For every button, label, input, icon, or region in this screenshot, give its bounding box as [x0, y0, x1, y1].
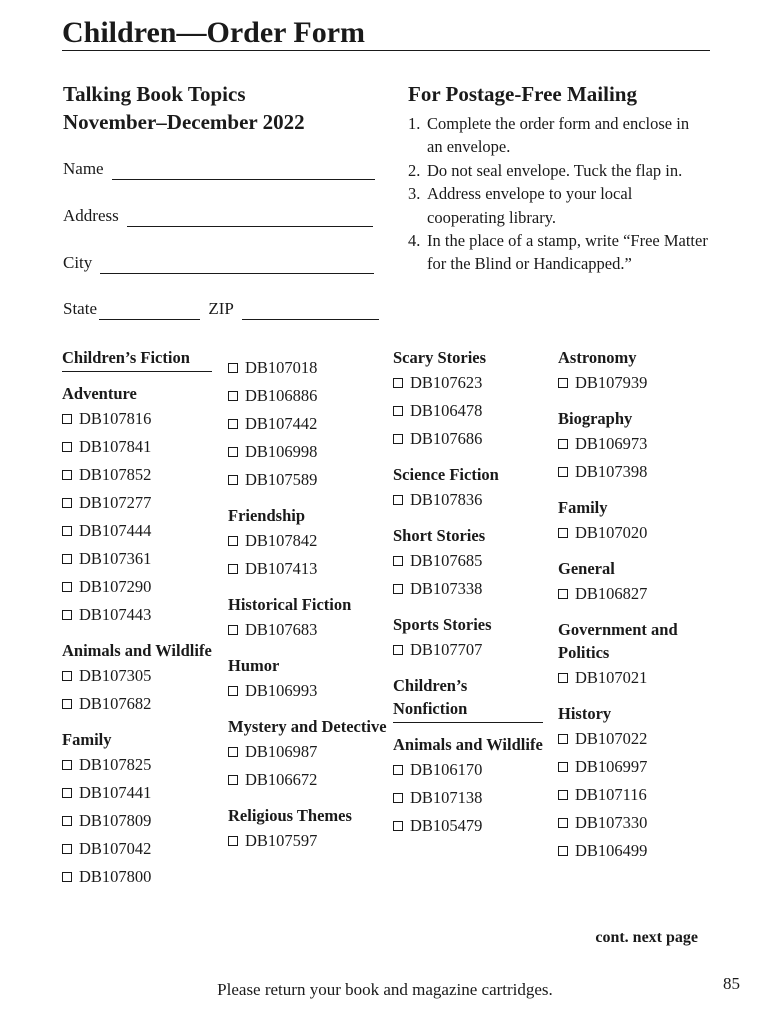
order-item[interactable] [393, 756, 543, 784]
topics-heading-line1: Talking Book Topics [63, 82, 246, 106]
order-item[interactable] [62, 517, 212, 545]
order-item[interactable] [228, 827, 388, 855]
book-number: DB107444 [79, 521, 152, 540]
section-heading: Children’s Fiction [62, 346, 212, 372]
order-item[interactable] [228, 382, 388, 410]
book-number: DB106973 [575, 434, 648, 453]
order-item[interactable] [228, 616, 388, 644]
order-item[interactable] [228, 354, 388, 382]
checkbox[interactable] [558, 846, 568, 856]
checkbox[interactable] [558, 673, 568, 683]
state-zip-field[interactable] [63, 298, 379, 320]
section-heading: Children’s Nonfiction [393, 674, 543, 723]
checkbox[interactable] [62, 699, 72, 709]
order-item[interactable] [62, 690, 212, 718]
order-item[interactable] [558, 430, 708, 458]
order-item[interactable] [228, 677, 388, 705]
book-number: DB106886 [245, 386, 318, 405]
order-item[interactable] [393, 425, 543, 453]
order-item[interactable] [393, 397, 543, 425]
book-number: DB107686 [410, 429, 483, 448]
order-column [228, 346, 388, 855]
book-number: DB106499 [575, 841, 648, 860]
book-number: DB107277 [79, 493, 152, 512]
order-item[interactable] [393, 486, 543, 514]
checkbox[interactable] [62, 554, 72, 564]
book-number: DB106672 [245, 770, 318, 789]
book-number: DB107442 [245, 414, 318, 433]
checkbox[interactable] [393, 765, 403, 775]
checkbox[interactable] [62, 582, 72, 592]
section-heading: General [558, 559, 615, 578]
order-item[interactable] [62, 489, 212, 517]
order-item[interactable] [558, 837, 708, 865]
checkbox[interactable] [62, 498, 72, 508]
book-number: DB106987 [245, 742, 318, 761]
order-item[interactable] [62, 573, 212, 601]
order-column [558, 346, 708, 865]
footer-note: Please return your book and magazine cartridges. [217, 980, 553, 999]
section-heading: Science Fiction [393, 465, 499, 484]
checkbox[interactable] [228, 564, 238, 574]
instruction-step [408, 229, 708, 276]
checkbox[interactable] [62, 816, 72, 826]
book-number: DB107685 [410, 551, 483, 570]
order-item[interactable] [228, 555, 388, 583]
checkbox[interactable] [393, 821, 403, 831]
checkbox[interactable] [228, 447, 238, 457]
order-item[interactable] [558, 580, 708, 608]
order-column [393, 346, 543, 840]
book-number: DB107682 [79, 694, 152, 713]
book-number: DB106827 [575, 584, 648, 603]
order-item[interactable] [558, 664, 708, 692]
section-heading: Biography [558, 409, 633, 428]
order-column [62, 346, 212, 891]
checkbox[interactable] [558, 589, 568, 599]
checkbox[interactable] [393, 406, 403, 416]
book-number: DB107683 [245, 620, 318, 639]
checkbox[interactable] [228, 536, 238, 546]
continued-note: cont. next page [595, 929, 698, 946]
checkbox[interactable] [558, 790, 568, 800]
order-item[interactable] [393, 575, 543, 603]
order-item[interactable] [558, 369, 708, 397]
checkbox[interactable] [393, 495, 403, 505]
book-number: DB107290 [79, 577, 152, 596]
zip-label: ZIP [208, 299, 234, 318]
book-number: DB107022 [575, 729, 648, 748]
section-heading: Family [558, 498, 608, 517]
instruction-step [408, 112, 708, 159]
section-heading: Friendship [228, 506, 306, 525]
checkbox[interactable] [62, 788, 72, 798]
book-number: DB107842 [245, 531, 318, 550]
checkbox[interactable] [228, 391, 238, 401]
address-line[interactable] [127, 210, 373, 227]
name-field[interactable] [63, 158, 375, 180]
checkbox[interactable] [228, 475, 238, 485]
book-number: DB107413 [245, 559, 318, 578]
checkbox[interactable] [62, 671, 72, 681]
order-item[interactable] [393, 547, 543, 575]
book-number: DB107305 [79, 666, 152, 685]
book-number: DB107361 [79, 549, 152, 568]
section-heading: Astronomy [558, 348, 637, 367]
book-number: DB107338 [410, 579, 483, 598]
book-number: DB106993 [245, 681, 318, 700]
book-number: DB107816 [79, 409, 152, 428]
book-number: DB107707 [410, 640, 483, 659]
order-item[interactable] [62, 461, 212, 489]
checkbox[interactable] [393, 434, 403, 444]
checkbox[interactable] [228, 686, 238, 696]
order-item[interactable] [62, 779, 212, 807]
book-number: DB107597 [245, 831, 318, 850]
checkbox[interactable] [228, 625, 238, 635]
section-heading: Humor [228, 656, 280, 675]
book-number: DB107443 [79, 605, 152, 624]
book-number: DB105479 [410, 816, 483, 835]
checkbox[interactable] [228, 363, 238, 373]
book-number: DB107116 [575, 785, 647, 804]
order-item[interactable] [228, 738, 388, 766]
checkbox[interactable] [393, 378, 403, 388]
instruction-text: In the place of a stamp, write “Free Matter for the Blind or Handicapped.” [427, 231, 708, 274]
instruction-text: Do not seal envelope. Tuck the flap in. [427, 160, 683, 180]
order-item[interactable] [228, 466, 388, 494]
topics-heading [63, 80, 305, 136]
book-number: DB106478 [410, 401, 483, 420]
section-heading: Scary Stories [393, 348, 487, 367]
checkbox[interactable] [228, 836, 238, 846]
checkbox[interactable] [62, 844, 72, 854]
book-number: DB107852 [79, 465, 152, 484]
order-item[interactable] [558, 809, 708, 837]
section-heading: Animals and Wildlife [393, 735, 543, 754]
instruction-number: 2. [408, 160, 421, 180]
checkbox[interactable] [62, 470, 72, 480]
order-item[interactable] [393, 369, 543, 397]
name-label: Name [63, 159, 104, 178]
book-number: DB107939 [575, 373, 648, 392]
book-number: DB107042 [79, 839, 152, 858]
instruction-number: 1. [408, 114, 421, 133]
section-heading: Historical Fiction [228, 595, 352, 614]
checkbox[interactable] [393, 645, 403, 655]
checkbox[interactable] [558, 818, 568, 828]
checkbox[interactable] [558, 439, 568, 449]
book-number: DB106998 [245, 442, 318, 461]
checkbox[interactable] [62, 610, 72, 620]
book-number: DB107398 [575, 462, 648, 481]
book-number: DB107809 [79, 811, 152, 830]
order-item[interactable] [62, 835, 212, 863]
section-heading: Sports Stories [393, 615, 492, 634]
checkbox[interactable] [62, 414, 72, 424]
order-item[interactable] [62, 863, 212, 891]
order-item[interactable] [62, 662, 212, 690]
address-field[interactable] [63, 205, 377, 227]
book-number: DB107441 [79, 783, 152, 802]
book-number: DB107138 [410, 788, 483, 807]
book-number: DB107800 [79, 867, 152, 886]
checkbox[interactable] [62, 442, 72, 452]
book-number: DB107018 [245, 358, 318, 377]
checkbox[interactable] [228, 419, 238, 429]
order-item[interactable] [62, 601, 212, 629]
checkbox[interactable] [393, 584, 403, 594]
order-item[interactable] [558, 458, 708, 486]
order-item[interactable] [558, 781, 708, 809]
section-heading: Adventure [62, 384, 137, 403]
instruction-text: Address envelope to your local cooperating library. [427, 184, 633, 227]
instruction-number: 3. [408, 184, 421, 204]
checkbox[interactable] [62, 760, 72, 770]
city-line[interactable] [100, 257, 374, 274]
order-item[interactable] [558, 753, 708, 781]
section-heading: Family [62, 730, 112, 749]
instruction-number: 4. [408, 231, 421, 251]
order-item[interactable] [393, 636, 543, 664]
city-label: City [63, 253, 93, 272]
book-number: DB107841 [79, 437, 152, 456]
order-item[interactable] [62, 433, 212, 461]
section-heading: Religious Themes [228, 806, 352, 825]
instruction-text: Complete the order form and enclose in an envelope. [427, 114, 690, 157]
instruction-step [408, 159, 708, 182]
order-item[interactable] [62, 807, 212, 835]
book-number: DB107836 [410, 490, 483, 509]
name-line[interactable] [112, 163, 375, 180]
city-field[interactable] [63, 252, 377, 274]
checkbox[interactable] [558, 467, 568, 477]
order-item[interactable] [62, 405, 212, 433]
order-item[interactable] [228, 527, 388, 555]
section-heading: History [558, 704, 612, 723]
checkbox[interactable] [228, 747, 238, 757]
zip-line[interactable] [242, 303, 379, 320]
section-heading: Government and Politics [558, 620, 678, 662]
checkbox[interactable] [558, 762, 568, 772]
mailing-instructions [408, 112, 708, 276]
book-number: DB106997 [575, 757, 648, 776]
section-heading: Mystery and Detective [228, 717, 387, 736]
checkbox[interactable] [62, 872, 72, 882]
order-item[interactable] [393, 784, 543, 812]
book-number: DB107021 [575, 668, 648, 687]
instruction-step [408, 182, 708, 229]
address-label: Address [63, 206, 119, 225]
checkbox[interactable] [228, 775, 238, 785]
book-number: DB107623 [410, 373, 483, 392]
checkbox[interactable] [558, 734, 568, 744]
order-item[interactable] [228, 410, 388, 438]
topics-heading-line2: November–December 2022 [63, 110, 305, 134]
page-number: 85 [723, 974, 740, 993]
order-item[interactable] [558, 519, 708, 547]
book-number: DB107589 [245, 470, 318, 489]
checkbox[interactable] [393, 793, 403, 803]
page-title: Children—Order Form [62, 14, 710, 51]
checkbox[interactable] [393, 556, 403, 566]
book-number: DB107825 [79, 755, 152, 774]
mailing-heading: For Postage-Free Mailing [408, 82, 637, 106]
state-line[interactable] [99, 303, 200, 320]
order-item[interactable] [558, 725, 708, 753]
book-number: DB106170 [410, 760, 483, 779]
order-item[interactable] [228, 438, 388, 466]
checkbox[interactable] [62, 526, 72, 536]
order-item[interactable] [62, 545, 212, 573]
order-item[interactable] [228, 766, 388, 794]
book-number: DB107330 [575, 813, 648, 832]
order-item[interactable] [393, 812, 543, 840]
state-label: State [63, 299, 97, 318]
book-number: DB107020 [575, 523, 648, 542]
checkbox[interactable] [558, 378, 568, 388]
checkbox[interactable] [558, 528, 568, 538]
section-heading: Animals and Wildlife [62, 641, 212, 660]
order-item[interactable] [62, 751, 212, 779]
section-heading: Short Stories [393, 526, 486, 545]
